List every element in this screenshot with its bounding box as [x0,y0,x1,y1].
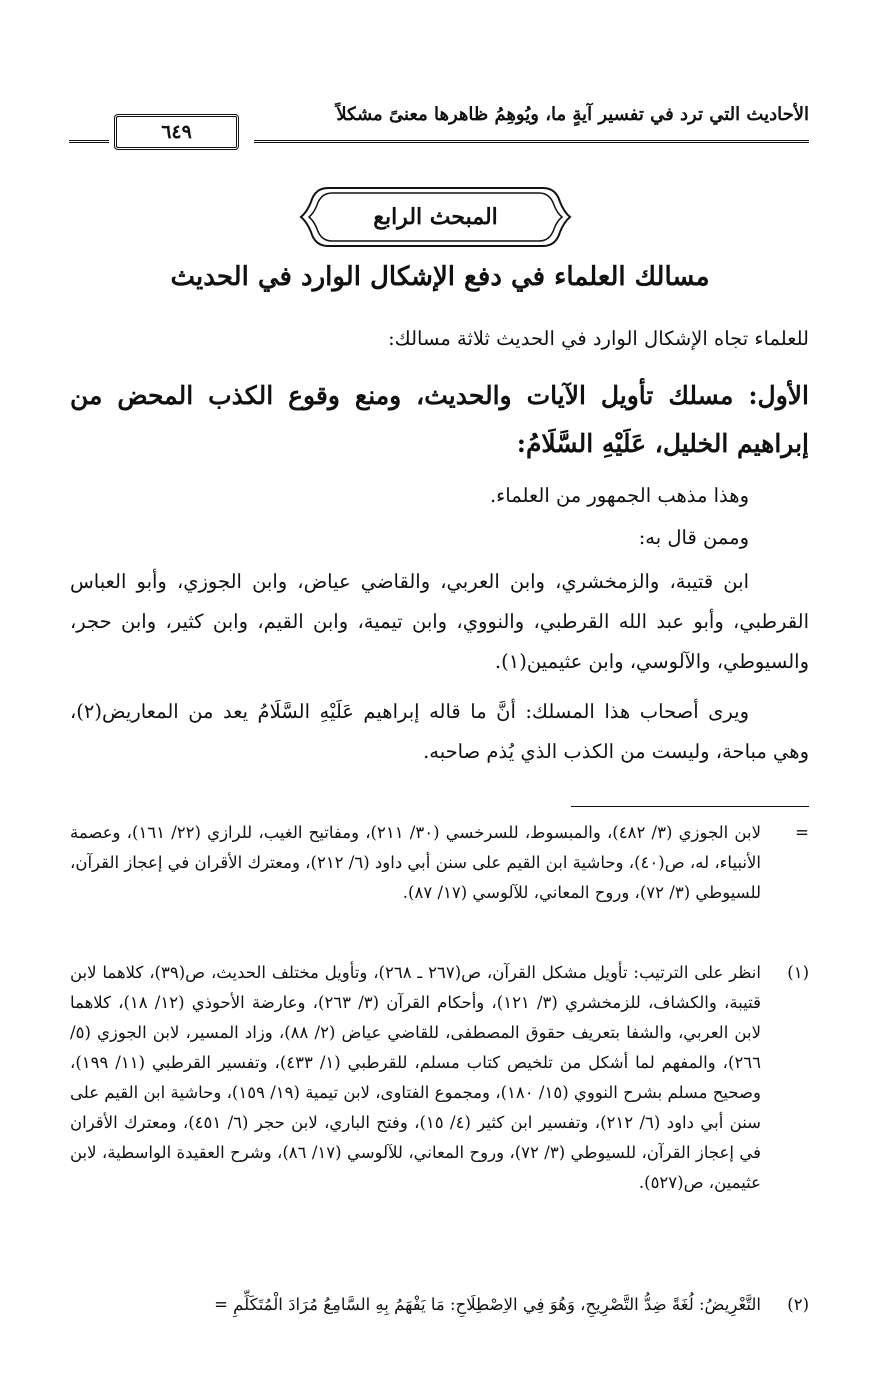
footnote-text: التَّعْرِيضُ: لُغَةً ضِدُّ التَّصْرِيحِ، وَهُوَ فِي الاِصْطِلَاحِ: مَا يَفْهَمُ بِهِ السَّامِعُ مُرَادَ الْمُتَكَلِّمِ = [214,1295,761,1314]
page-number-box [114,114,239,150]
footnote-text: لابن الجوزي (٣/ ٤٨٢)، والمبسوط، للسرخسي (٣٠/ ٢١١)، ومفاتيح الغيب، للرازي (٢٢/ ١٦١)، وعصمة الأنبياء، له، ص(٤٠)، وحاشية ابن القيم على سنن أبي داود (٦/ ٢١٢)، ومعترك الأقران في إعجاز القرآن، للسيوطي (٣/ ٧٢)، وروح المعاني، للآلوسي (١٧/ ٨٧). [70,823,762,902]
footnote-2 [70,1290,809,1320]
running-header [69,100,809,143]
footnote-1 [70,958,809,1198]
paragraph-3: ابن قتيبة، والزمخشري، وابن العربي، والقاضي عياض، وابن الجوزي، وأبو العباس القرطبي، وأبو عبد الله القرطبي، والنووي، وابن تيمية، وابن القيم، وابن كثير، وابن حجر، والسيوطي، والآلوسي، وابن عثيمين(١). [70,570,809,673]
first-path-heading: الأول: مسلك تأويل الآيات والحديث، ومنع وقوع الكذب المحض من إبراهيم الخليل، عَلَيْهِ السَّلَامُ: [70,381,809,458]
page-number: ٦٤٩ [161,121,192,143]
section-cartouche [298,182,573,252]
running-title: الأحاديث التي ترد في تفسير آيةٍ ما، ويُوهِمُ ظاهرها معنىً مشكلاً [336,104,809,125]
paragraph-1: وهذا مذهب الجمهور من العلماء. [489,484,749,507]
main-title: مسالك العلماء في دفع الإشكال الوارد في الحديث [170,262,710,292]
footnote-mark: (١) [787,963,809,982]
footnote-text: انظر على الترتيب: تأويل مشكل القرآن، ص(٢٦٧ ـ ٢٦٨)، وتأويل مختلف الحديث، ص(٣٩)، كلاهما لابن قتيبة، والكشاف، للزمخشري (٣/ ١٢١)، وأحكام القرآن (٣/ ٢٦٣)، وعارضة الأحوذي (١٢/ ١٨)، كلاهما لابن العربي، والشفا بتعريف حقوق المصطفى، للقاضي عياض (٢/ ٨٨)، وزاد المسير، لابن الجوزي (٥/ ٢٦٦)، والمفهم لما أشكل من تلخيص كتاب مسلم، للقرطبي (١/ ٤٣٣)، وتفسير القرطبي (١١/ ١٩٩)، وصحيح مسلم بشرح النووي (١٥/ ١٨٠)، ومجموع الفتاوى، لابن تيمية (١٩/ ١٥٩)، وحاشية ابن القيم على سنن أبي داود (٦/ ٢١٢)، وتفسير ابن كثير (٤/ ١٥)، وفتح الباري، لابن حجر (٦/ ٤٥١)، ومعترك الأقران في إعجاز القرآن، للسيوطي (٣/ ٧٢)، وروح المعاني، للآلوسي (١٧/ ٨٦)، وشرح العقيدة الواسطية، لابن عثيمين، ص(٥٢٧). [70,963,762,1192]
section-label: المبحث الرابع [373,204,498,230]
footnote-separator [571,806,809,807]
intro-text: للعلماء تجاه الإشكال الوارد في الحديث ثلاثة مسالك: [388,327,809,350]
header-rule-left [69,140,109,144]
footnote-mark: (٢) [787,1295,809,1314]
paragraph-4: ويرى أصحاب هذا المسلك: أنَّ ما قاله إبراهيم عَلَيْهِ السَّلَامُ يعد من المعاريض(٢)، وهي مباحة، وليست من الكذب الذي يُذم صاحبه. [70,700,809,763]
footnote-continued [70,818,809,908]
paragraph-2: وممن قال به: [638,526,749,549]
header-rule [254,140,809,144]
footnote-mark: = [795,823,809,842]
